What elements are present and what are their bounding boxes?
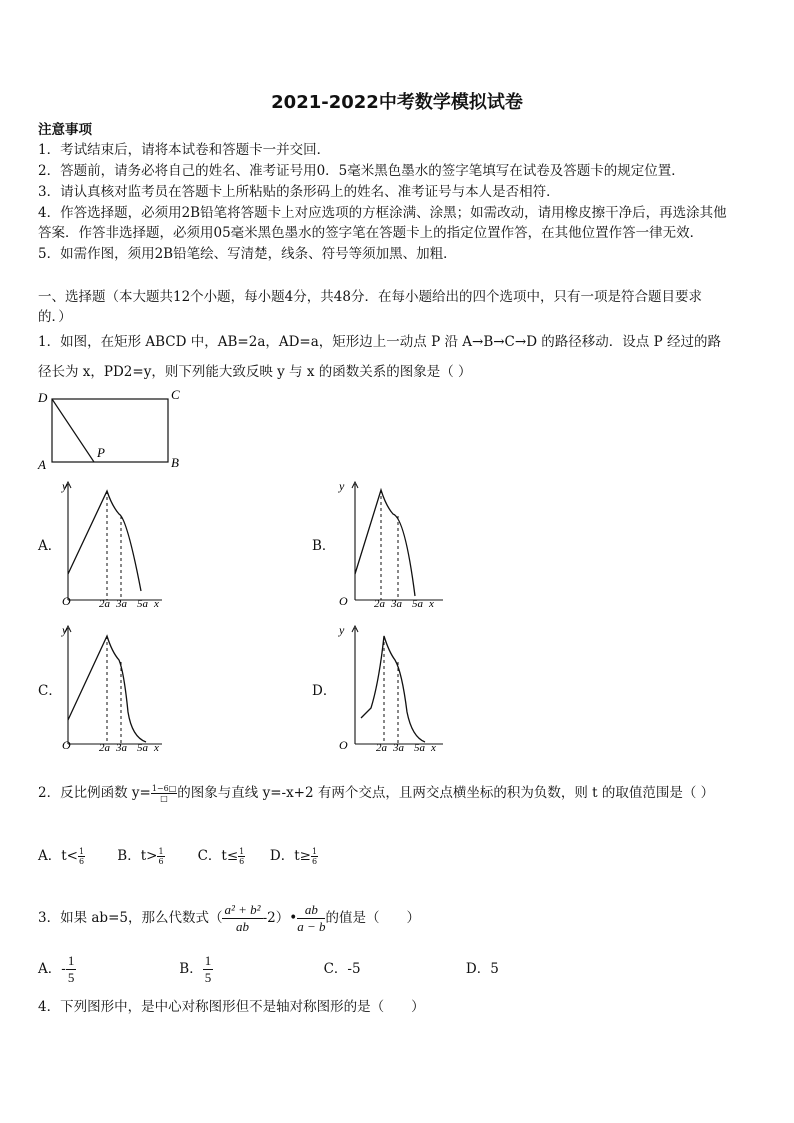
label-p: P xyxy=(97,445,105,460)
tick-5a: 5a xyxy=(412,598,423,610)
q2-option-d-den: 6 xyxy=(311,857,318,866)
tick-3a: 3a xyxy=(116,598,127,610)
section-heading-line2: 的．） xyxy=(38,309,72,325)
tick-3a: 3a xyxy=(391,598,402,610)
q3-option-b[interactable] xyxy=(179,952,319,986)
q3-f1-den: ab xyxy=(236,919,250,934)
q3-option-b-num: 1 xyxy=(204,953,212,968)
q2-frac-num: 1−6□ xyxy=(151,784,177,793)
origin-label: O xyxy=(339,738,348,752)
q2-option-b-label: B．t> xyxy=(117,848,158,864)
q2-fraction xyxy=(151,784,177,803)
q2-option-a-den: 6 xyxy=(79,857,85,866)
q3-text xyxy=(38,900,420,936)
origin-label: O xyxy=(339,594,348,608)
axis-x-label: x xyxy=(431,742,436,754)
tick-3a: 3a xyxy=(393,742,404,754)
axis-x-label: x xyxy=(154,598,159,610)
axis-y-label: y xyxy=(62,479,68,493)
rectangle-figure xyxy=(30,385,190,475)
origin-label: O xyxy=(62,738,71,752)
tick-2a: 2a xyxy=(374,598,385,610)
option-c-label[interactable]: C． xyxy=(38,683,62,699)
q1-text-line2: 径长为 x，PD2=y，则下列能大致反映 y 与 x 的函数关系的图象是（ ） xyxy=(38,364,472,380)
notice-item: 4．作答选择题，必须用2B铅笔将答题卡上对应选项的方框涂满、涂黑；如需改动，请用橡皮擦干净后，再选涂其他 xyxy=(38,205,727,221)
graph-option-b[interactable] xyxy=(335,478,455,610)
q3-mid: -2）• xyxy=(262,910,298,926)
graph-option-d[interactable] xyxy=(335,622,455,754)
q2-suffix: 的图象与直线 y=-x+2 有两个交点，且两交点横坐标的积为负数，则 t 的取值范围是（ ） xyxy=(177,785,715,801)
graph-option-a[interactable] xyxy=(58,478,178,610)
axis-y-label: y xyxy=(62,623,68,637)
q2-option-d-label: D．t≥ xyxy=(269,848,311,864)
tick-2a: 2a xyxy=(376,742,387,754)
label-c: C xyxy=(171,387,180,402)
q3-fraction-2 xyxy=(297,902,325,935)
q2-option-c[interactable] xyxy=(198,847,266,866)
q3-f1-num: a² + b² xyxy=(224,902,261,917)
q2-option-a-label: A．t< xyxy=(38,848,78,864)
q3-f2-num: ab xyxy=(297,902,325,919)
tick-3a: 3a xyxy=(116,742,127,754)
q2-frac-den: □ xyxy=(160,794,168,803)
notice-item: 答案．作答非选择题，必须用05毫米黑色墨水的签字笔在答题卡上的指定位置作答，在其他位置作答一律无效． xyxy=(38,225,704,241)
curve-b xyxy=(355,490,415,596)
q3-suffix: 的值是（ ） xyxy=(325,910,420,926)
notice-item: 5．如需作图，须用2B铅笔绘、写清楚，线条、符号等须加黑、加粗． xyxy=(38,246,457,262)
q2-option-c-den: 6 xyxy=(239,857,245,866)
q3-option-d[interactable]: D．5 xyxy=(465,961,499,977)
axis-x-label: x xyxy=(429,598,434,610)
tick-5a: 5a xyxy=(414,742,425,754)
q2-option-b[interactable] xyxy=(117,847,193,866)
q3-option-a-num: 1 xyxy=(67,953,75,968)
q1-text-line1: 1．如图，在矩形 ABCD 中，AB=2a，AD=a，矩形边上一动点 P 沿 A→B→C→D 的路径移动．设点 P 经过的路 xyxy=(38,334,721,350)
q2-option-c-label: C．t≤ xyxy=(197,848,239,864)
axis-y-label: y xyxy=(339,479,345,493)
origin-label: O xyxy=(62,594,71,608)
q2-text xyxy=(38,784,714,803)
q3-option-a[interactable] xyxy=(38,952,175,986)
rectangle-abcd xyxy=(52,399,168,462)
q3-option-b-label: B． xyxy=(179,961,203,977)
option-a-label[interactable]: A． xyxy=(38,538,62,554)
q3-option-a-den: 5 xyxy=(67,970,75,985)
q4-text: 4．下列图形中，是中心对称图形但不是轴对称图形的是（ ） xyxy=(38,999,425,1015)
q3-f2-den: a − b xyxy=(297,919,326,934)
notice-item: 3．请认真核对监考员在答题卡上所粘贴的条形码上的姓名、准考证号与本人是否相符． xyxy=(38,184,560,200)
axis-x-label: x xyxy=(154,742,159,754)
q2-option-b-den: 6 xyxy=(158,857,164,866)
graph-option-c[interactable] xyxy=(58,622,178,754)
q2-option-d-num: 1 xyxy=(311,847,318,856)
label-d: D xyxy=(38,390,48,405)
q2-prefix: 2．反比例函数 y= xyxy=(38,785,151,801)
label-a: A xyxy=(38,457,46,472)
q3-option-a-label: A．- xyxy=(38,961,66,977)
tick-5a: 5a xyxy=(137,742,148,754)
q3-options xyxy=(38,952,499,986)
q2-option-a[interactable] xyxy=(38,847,113,866)
option-b-label[interactable]: B． xyxy=(312,538,336,554)
label-b: B xyxy=(171,455,179,470)
tick-5a: 5a xyxy=(137,598,148,610)
q2-option-c-num: 1 xyxy=(239,847,245,856)
q2-option-d[interactable] xyxy=(270,847,318,866)
tick-2a: 2a xyxy=(99,742,110,754)
section-heading-line1: 一、选择题（本大题共12个小题，每小题4分，共48分．在每小题给出的四个选项中，只有一项是符合题目要求 xyxy=(38,289,702,305)
notice-item: 2．答题前，请务必将自己的姓名、准考证号用0．5毫米黑色墨水的签字笔填写在试卷及答题卡的规定位置． xyxy=(38,163,685,179)
q2-option-b-num: 1 xyxy=(158,847,164,856)
tick-2a: 2a xyxy=(99,598,110,610)
curve-a xyxy=(68,491,141,591)
q3-option-b-den: 5 xyxy=(204,970,212,985)
q3-fraction-1 xyxy=(222,902,262,935)
page-title: 2021-2022中考数学模拟试卷 xyxy=(271,92,523,113)
q2-options xyxy=(38,847,318,866)
axis-y-label: y xyxy=(339,623,345,637)
curve-d xyxy=(361,636,425,742)
notice-item: 1．考试结束后，请将本试卷和答题卡一并交回． xyxy=(38,142,331,158)
q3-prefix: 3．如果 ab=5，那么代数式（ xyxy=(38,910,223,926)
option-d-label[interactable]: D． xyxy=(312,683,337,699)
notice-heading: 注意事项 xyxy=(38,122,92,138)
q2-option-a-num: 1 xyxy=(79,847,85,856)
q3-option-c[interactable]: C．-5 xyxy=(323,961,361,977)
segment-pd xyxy=(52,399,94,462)
